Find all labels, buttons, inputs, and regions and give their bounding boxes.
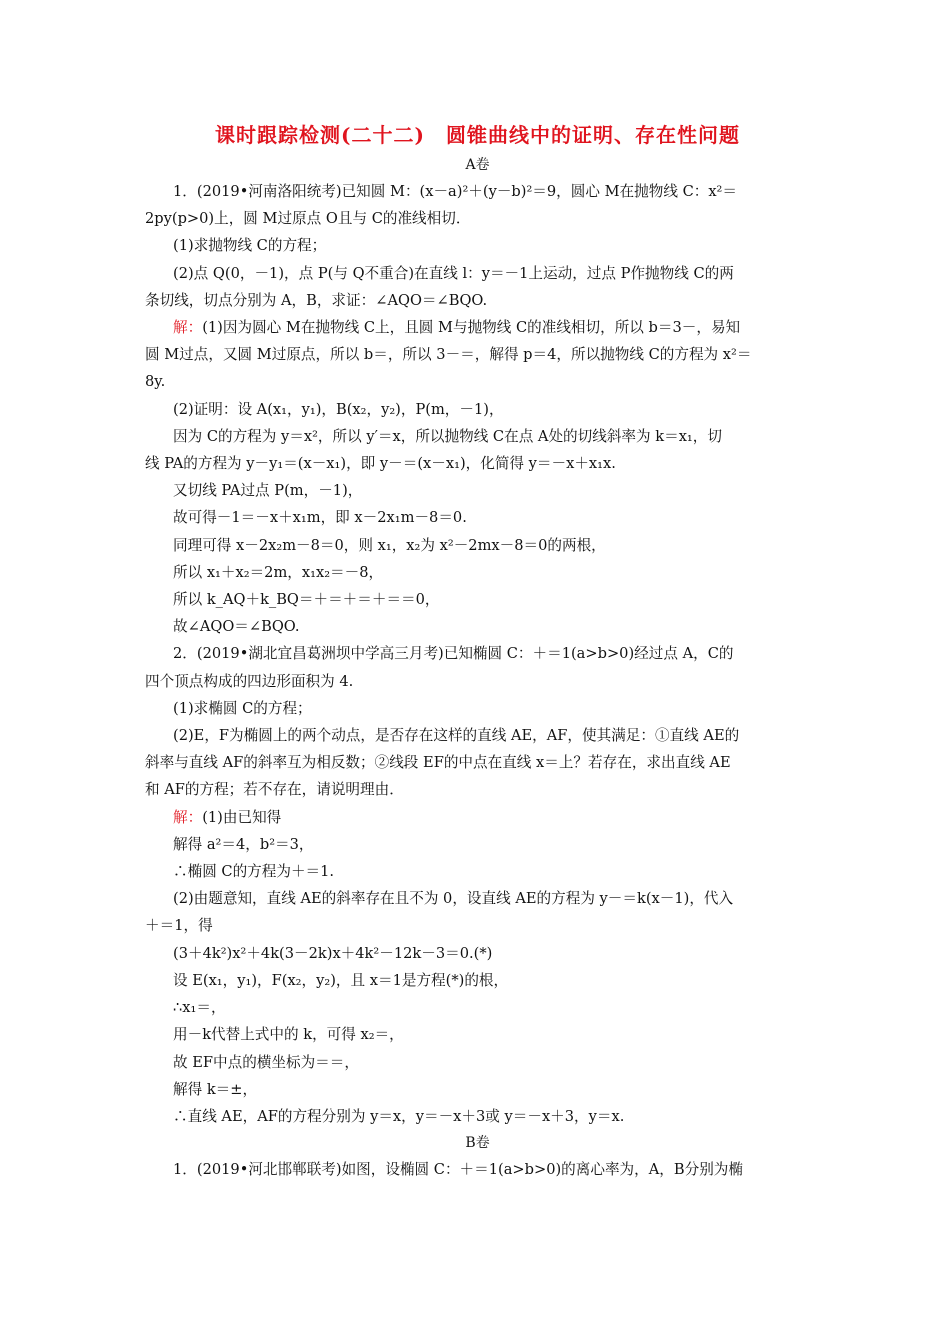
text-line — [145, 668, 810, 695]
text-line — [145, 423, 810, 450]
line-text: (2)E，F为椭圆上的两个动点，是否存在这样的直线 AE，AF，使其满足：①直线 AE的 — [173, 727, 740, 745]
line-text: 所以 k_AQ＋k_BQ＝＋＝＋＝＋＝＝0， — [173, 591, 440, 609]
text-line — [145, 368, 810, 395]
line-text: 1．(2019•河南洛阳统考)已知圆 M：(x－a)²＋(y－b)²＝9，圆心 M在抛物线 C：x²＝ — [173, 183, 737, 200]
solution-label: 解： — [173, 808, 203, 826]
line-text: (2)点 Q(0，－1)，点 P(与 Q不重合)在直线 l：y＝－1上运动，过点 P作抛物线 C的两 — [173, 264, 734, 282]
text-line — [145, 858, 810, 885]
line-text: (1)由已知得 — [202, 808, 282, 826]
text-line — [145, 1076, 810, 1103]
line-text: (1)求椭圆 C的方程； — [173, 699, 312, 717]
line-text: 又切线 PA过点 P(m，－1)， — [173, 482, 363, 500]
text-line — [145, 559, 810, 586]
page-title: 课时跟踪检测(二十二) 圆锥曲线中的证明、存在性问题 — [215, 123, 740, 147]
line-text: (2)证明：设 A(x₁，y₁)，B(x₂，y₂)，P(m，－1)， — [173, 400, 504, 418]
text-line — [145, 287, 810, 314]
line-text: 线 PA的方程为 y－y₁＝(x－x₁)，即 y－＝(x－x₁)，化简得 y＝－x＋x₁x. — [145, 455, 616, 473]
line-text: 2py(p>0)上，圆 M过原点 O且与 C的准线相切． — [145, 210, 471, 228]
line-text: 1．(2019•河北邯郸联考)如图，设椭圆 C：＋＝1(a>b>0)的离心率为，A，B分别为椭 — [173, 1161, 743, 1179]
text-line — [145, 695, 810, 722]
line-text: 四个顶点构成的四边形面积为 4. — [145, 672, 354, 690]
line-text: ∴直线 AE，AF的方程分别为 y＝x，y＝－x＋3或 y＝－x＋3，y＝x. — [173, 1107, 625, 1125]
text-line — [145, 831, 810, 858]
line-text: (2)由题意知，直线 AE的斜率存在且不为 0，设直线 AE的方程为 y－＝k(x－1)，代入 — [173, 890, 734, 908]
text-line — [145, 1021, 810, 1048]
line-text: 和 AF的方程；若不存在，请说明理由． — [145, 781, 404, 799]
section-b-body — [145, 1156, 810, 1183]
text-line — [145, 613, 810, 640]
text-line — [145, 450, 810, 477]
text-line — [145, 994, 810, 1021]
text-line — [145, 504, 810, 531]
line-text: 设 E(x₁，y₁)，F(x₂，y₂)，且 x＝1是方程(*)的根， — [173, 971, 509, 989]
text-line — [145, 749, 810, 776]
text-line — [145, 722, 810, 749]
line-text: 所以 x₁＋x₂＝2m，x₁x₂＝－8， — [173, 563, 384, 581]
line-text: (1)求抛物线 C的方程； — [173, 237, 327, 255]
line-text: 故∠AQO＝∠BQO. — [173, 618, 300, 636]
line-text: ∴椭圆 C的方程为＋＝1. — [173, 863, 335, 881]
text-line — [145, 1156, 810, 1183]
section-b-heading: B卷 — [465, 1135, 490, 1152]
text-line — [145, 260, 810, 287]
solution-label: 解： — [173, 319, 203, 337]
text-line — [145, 341, 810, 368]
line-text: 用－k代替上式中的 k，可得 x₂＝， — [173, 1026, 404, 1044]
text-line — [145, 477, 810, 504]
line-text: 故 EF中点的横坐标为＝＝， — [173, 1053, 359, 1071]
text-line — [145, 640, 810, 667]
line-text: (3＋4k²)x²＋4k(3－2k)x＋4k²－12k－3＝0.(*) — [173, 944, 493, 962]
text-line — [145, 1103, 810, 1130]
text-line — [145, 1049, 810, 1076]
text-line — [145, 885, 810, 912]
line-text: 斜率与直线 AF的斜率互为相反数；②线段 EF的中点在直线 x＝上？若存在，求出直线 AE — [145, 754, 731, 772]
text-line — [145, 586, 810, 613]
line-text: 故可得－1＝－x＋x₁m，即 x－2x₁m－8＝0. — [173, 509, 467, 527]
line-text: 解得 a²＝4，b²＝3， — [173, 835, 314, 853]
text-line — [145, 205, 810, 232]
line-text: 2．(2019•湖北宜昌葛洲坝中学高三月考)已知椭圆 C：＋＝1(a>b>0)经过点 A，C的 — [173, 645, 734, 663]
line-text: ∴x₁＝， — [173, 999, 226, 1017]
line-text: 解得 k＝±， — [173, 1080, 258, 1098]
line-text: ＋＝1，得 — [145, 917, 213, 935]
text-line — [145, 967, 810, 994]
text-line — [145, 314, 810, 341]
text-line — [145, 912, 810, 939]
text-line — [145, 232, 810, 259]
text-line — [145, 776, 810, 803]
document-page — [145, 118, 810, 1183]
line-text: 圆 M过点，又圆 M过原点，所以 b＝，所以 3－＝，解得 p＝4，所以抛物线 C的方程为 x²＝ — [145, 346, 752, 364]
section-a-heading: A卷 — [465, 157, 490, 173]
line-text: 因为 C的方程为 y＝x²，所以 y′＝x，所以抛物线 C在点 A处的切线斜率为 k＝x₁，切 — [173, 427, 722, 445]
text-line — [145, 804, 810, 831]
text-line — [145, 396, 810, 423]
text-line — [145, 940, 810, 967]
section-a-body — [145, 178, 810, 1130]
line-text: (1)因为圆心 M在抛物线 C上，且圆 M与抛物线 C的准线相切，所以 b＝3－，易知 — [202, 319, 741, 337]
line-text: 条切线，切点分别为 A，B，求证：∠AQO＝∠BQO. — [145, 291, 488, 309]
text-line — [145, 532, 810, 559]
line-text: 8y. — [145, 373, 166, 391]
line-text: 同理可得 x－2x₂m－8＝0，则 x₁，x₂为 x²－2mx－8＝0的两根， — [173, 536, 606, 554]
text-line — [145, 178, 810, 205]
